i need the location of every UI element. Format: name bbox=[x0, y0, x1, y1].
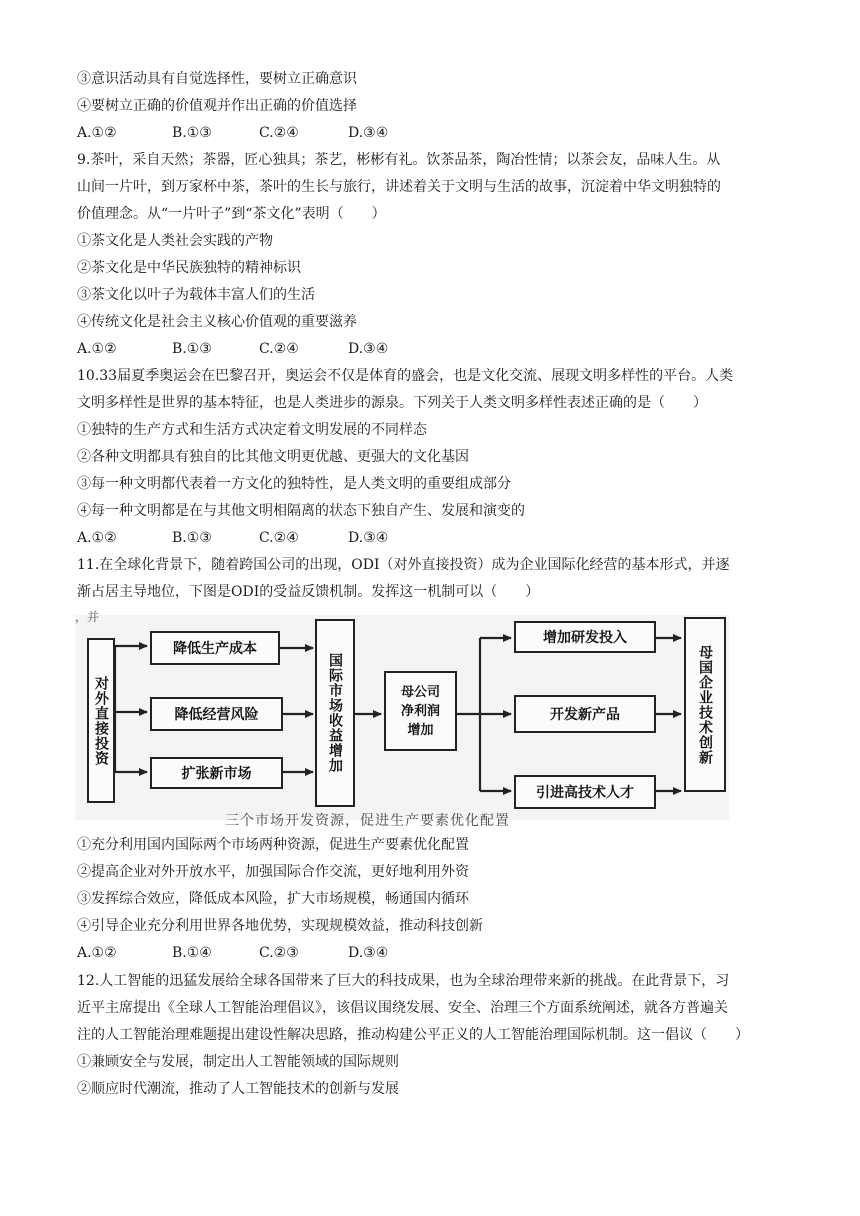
choice-b: B.①③ bbox=[172, 341, 212, 357]
q8-option-4: ④要树立正确的价值观并作出正确的价值选择 bbox=[77, 98, 357, 114]
q12-stem-line-2: 近平主席提出《全球人工智能治理倡议》，该倡议围绕发展、安全、治理三个方面系统阐述，就各方普遍关 bbox=[77, 1000, 728, 1016]
choice-c: C.②④ bbox=[259, 530, 299, 546]
q9-stem-line-3: 价值理念。从“一片叶子”到“茶文化”表明（ ） bbox=[77, 206, 386, 222]
q9-option-3: ③茶文化以叶子为载体丰富人们的生活 bbox=[77, 287, 315, 303]
choice-a: A.①② bbox=[77, 945, 117, 961]
outward-investment-box: 对外直接投资 bbox=[87, 638, 115, 803]
q10-option-3: ③每一种文明都代表着一方文化的独特性，是人类文明的重要组成部分 bbox=[77, 476, 511, 492]
q12-stem-line-3: 注的人工智能治理难题提出建设性解决思路，推动构建公平正义的人工智能治理国际机制。这一倡议（ ） bbox=[77, 1027, 749, 1043]
q11-option-3: ③发挥综合效应，降低成本风险，扩大市场规模，畅通国内循环 bbox=[77, 891, 469, 907]
reduce-risk-box: 降低经营风险 bbox=[150, 697, 283, 731]
hire-talent-box: 引进高技术人才 bbox=[514, 775, 656, 809]
odi-feedback-diagram bbox=[75, 610, 729, 829]
choice-a: A.①② bbox=[77, 125, 117, 141]
choice-d: D.③④ bbox=[348, 945, 389, 961]
choice-a: A.①② bbox=[77, 341, 117, 357]
reduce-cost-box: 降低生产成本 bbox=[150, 631, 280, 665]
q9-option-4: ④传统文化是社会主义核心价值观的重要滋养 bbox=[77, 314, 357, 330]
tech-innovation-box: 母国企业技术创新 bbox=[684, 617, 726, 792]
q11-option-4: ④引导企业充分利用世界各地优势，实现规模效益，推动科技创新 bbox=[77, 918, 483, 934]
q10-stem-line-2: 文明多样性是世界的基本特征，也是人类进步的源泉。下列关于人类文明多样性表述正确的是（ ） bbox=[77, 395, 707, 411]
new-product-box: 开发新产品 bbox=[514, 695, 656, 733]
choice-d: D.③④ bbox=[348, 341, 389, 357]
choice-b: B.①③ bbox=[172, 530, 212, 546]
q9-option-2: ②茶文化是中华民族独特的精神标识 bbox=[77, 260, 301, 276]
q11-stem-line-2: 渐占居主导地位，下图是ODI的受益反馈机制。发挥这一机制可以（ ） bbox=[77, 584, 540, 600]
choice-c: C.②③ bbox=[259, 945, 299, 961]
parent-net-profit-box: 母公司 净利润 增加 bbox=[384, 671, 457, 751]
choice-d: D.③④ bbox=[348, 125, 389, 141]
q11-stem-line-1: 11.在全球化背景下，随着跨国公司的出现，ODI（对外直接投资）成为企业国际化经营的基本形式，并逐 bbox=[77, 557, 730, 573]
choice-c: C.②④ bbox=[259, 341, 299, 357]
increase-rd-box: 增加研发投入 bbox=[514, 621, 656, 653]
expand-market-box: 扩张新市场 bbox=[150, 757, 283, 789]
choice-d: D.③④ bbox=[348, 530, 389, 546]
q9-option-1: ①茶文化是人类社会实践的产物 bbox=[77, 233, 273, 249]
q10-option-2: ②各种文明都具有独自的比其他文明更优越、更强大的文化基因 bbox=[77, 449, 469, 465]
cropped-top-text: ，并 bbox=[75, 610, 100, 624]
q12-option-1: ①兼顾安全与发展，制定出人工智能领域的国际规则 bbox=[77, 1054, 399, 1070]
q9-stem-line-1: 9.茶叶，采自天然；茶器，匠心独具；茶艺，彬彬有礼。饮茶品茶，陶冶性情；以茶会友，品味人生。从 bbox=[77, 152, 721, 168]
q12-option-2: ②顺应时代潮流，推动了人工智能技术的创新与发展 bbox=[77, 1081, 399, 1097]
q10-option-1: ①独特的生产方式和生活方式决定着文明发展的不同样态 bbox=[77, 422, 427, 438]
q8-option-3: ③意识活动具有自觉选择性，要树立正确意识 bbox=[77, 71, 357, 87]
cropped-bottom-text: 三个市场开发资源，促进生产要素优化配置 bbox=[225, 813, 510, 829]
q10-option-4: ④每一种文明都是在与其他文明相隔离的状态下独自产生、发展和演变的 bbox=[77, 503, 525, 519]
q10-stem-line-1: 10.33届夏季奥运会在巴黎召开，奥运会不仅是体育的盛会，也是文化交流、展现文明多样性的平台。人类 bbox=[77, 368, 734, 384]
q11-option-1: ①充分利用国内国际两个市场两种资源，促进生产要素优化配置 bbox=[77, 837, 469, 853]
choice-a: A.①② bbox=[77, 530, 117, 546]
choice-b: B.①④ bbox=[172, 945, 212, 961]
q11-option-2: ②提高企业对外开放水平，加强国际合作交流，更好地利用外资 bbox=[77, 864, 469, 880]
q12-stem-line-1: 12.人工智能的迅猛发展给全球各国带来了巨大的科技成果，也为全球治理带来新的挑战。在此背景下，习 bbox=[77, 973, 730, 989]
choice-c: C.②④ bbox=[259, 125, 299, 141]
choice-b: B.①③ bbox=[172, 125, 212, 141]
intl-market-income-box: 国际市场收益增加 bbox=[315, 619, 355, 807]
q9-stem-line-2: 山间一片叶，到万家杯中茶，茶叶的生长与旅行，讲述着关于文明与生活的故事，沉淀着中华文明独特的 bbox=[77, 179, 721, 195]
